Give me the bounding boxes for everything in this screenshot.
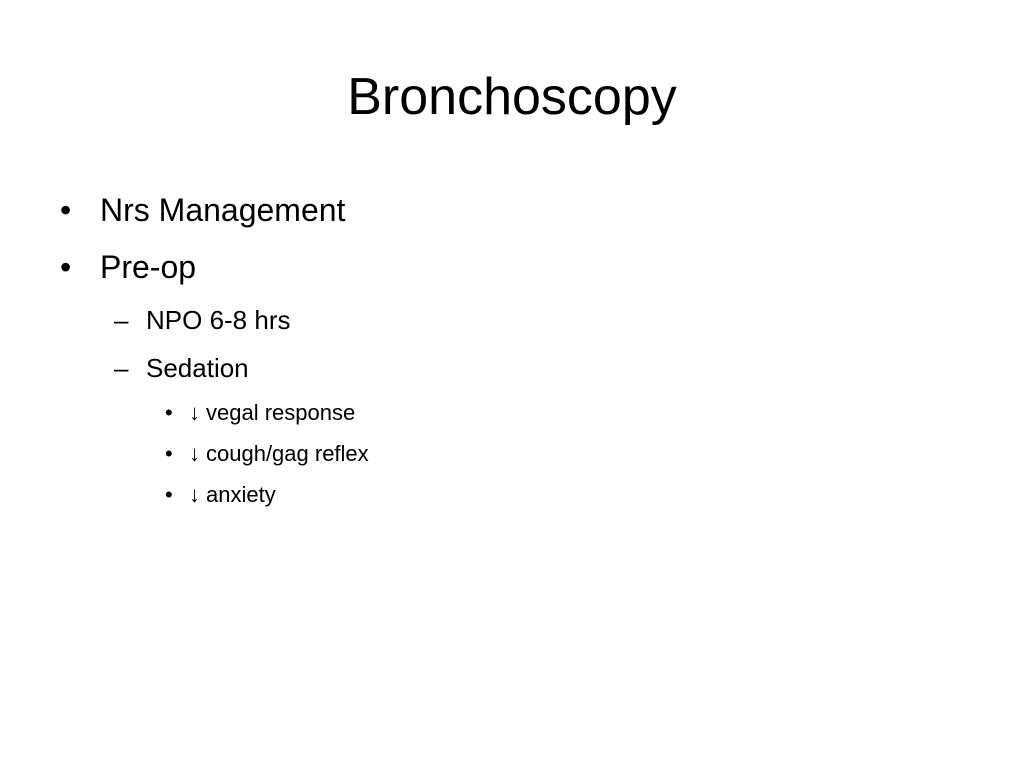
sub-sub-item-text: cough/gag reflex xyxy=(206,441,369,466)
down-arrow-icon: ↓ xyxy=(189,482,200,507)
down-arrow-icon: ↓ xyxy=(189,400,200,425)
bullet-icon: • xyxy=(60,249,72,285)
sub-sub-item-vegal-response xyxy=(165,399,356,427)
sub-item-npo xyxy=(114,303,291,337)
sub-sub-item-anxiety xyxy=(165,481,276,509)
bullet-text: Nrs Management xyxy=(100,192,346,228)
bullet-icon: • xyxy=(165,400,173,425)
bullet-icon: • xyxy=(165,482,173,507)
dash-icon: – xyxy=(114,353,129,383)
sub-sub-item-text: vegal response xyxy=(206,400,356,425)
down-arrow-icon: ↓ xyxy=(189,441,200,466)
sub-item-text: Sedation xyxy=(146,353,249,383)
bullet-item-nrs-management xyxy=(60,190,346,230)
sub-item-text: NPO 6-8 hrs xyxy=(146,305,291,335)
bullet-icon: • xyxy=(165,441,173,466)
dash-icon: – xyxy=(114,305,129,335)
sub-sub-item-text: anxiety xyxy=(206,482,276,507)
bullet-text: Pre-op xyxy=(100,249,197,285)
sub-sub-item-cough-gag-reflex xyxy=(165,440,369,468)
bullet-icon: • xyxy=(60,192,72,228)
bullet-item-pre-op xyxy=(60,247,197,287)
slide-title: Bronchoscopy xyxy=(347,68,677,126)
sub-item-sedation xyxy=(114,351,249,385)
